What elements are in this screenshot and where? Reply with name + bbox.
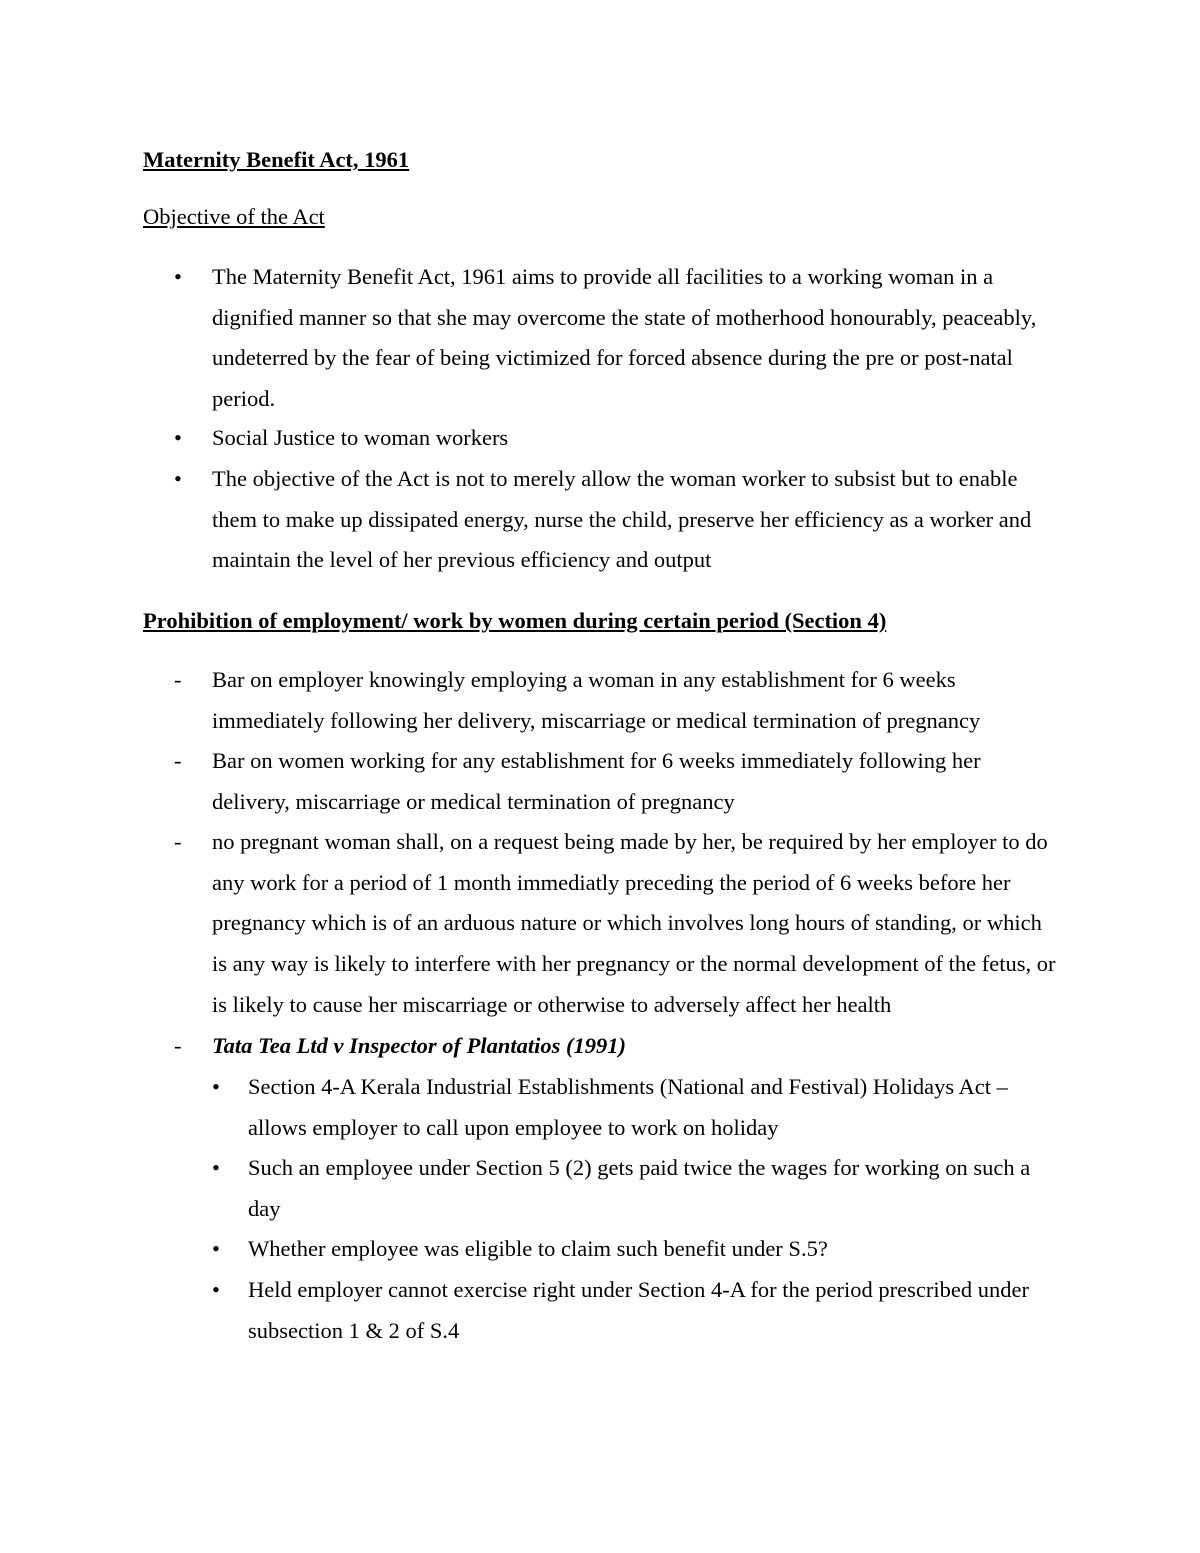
case-point <box>212 1148 1059 1229</box>
bullet-icon: • <box>212 1074 220 1099</box>
bullet-icon: • <box>212 1155 220 1180</box>
case-point-text: Held employer cannot exercise right under Section 4-A for the period prescribed under subsection 1 & 2 of S.4 <box>248 1277 1029 1343</box>
bullet-icon: • <box>212 1277 220 1302</box>
bullet-icon: • <box>174 466 182 491</box>
document-title: Maternity Benefit Act, 1961 <box>143 147 410 172</box>
bullet-icon: • <box>174 264 182 289</box>
case-point-text: Section 4-A Kerala Industrial Establishments (National and Festival) Holidays Act – allows employer to call upon employee to work on holiday <box>248 1074 1008 1140</box>
bullet-icon: • <box>174 425 182 450</box>
objective-item <box>174 257 1059 420</box>
case-point <box>212 1229 1059 1270</box>
prohibition-item <box>174 741 1059 822</box>
objective-heading: Objective of the Act <box>143 204 325 229</box>
dash-icon: - <box>174 829 182 854</box>
objective-item-text: The objective of the Act is not to merely allow the woman worker to subsist but to enable them to make up dissipated energy, nurse the child, preserve her efficiency as a worker and maintain the level of her previous efficiency and output <box>212 466 1032 573</box>
case-item <box>174 1026 1059 1067</box>
objective-item-text: Social Justice to woman workers <box>212 425 509 450</box>
prohibition-item <box>174 822 1059 1026</box>
objective-item-text: The Maternity Benefit Act, 1961 aims to provide all facilities to a working woman in a dignified manner so that she may overcome the state of motherhood honourably, peaceably, undeterred by the fear of being victimized for forced absence during the pre or post-natal period. <box>212 264 1037 412</box>
dash-icon: - <box>174 748 182 773</box>
prohibition-item-text: Bar on women working for any establishment for 6 weeks immediately following her delivery, miscarriage or medical termination of pregnancy <box>212 748 981 814</box>
case-point-text: Such an employee under Section 5 (2) gets paid twice the wages for working on such a day <box>248 1155 1031 1221</box>
dash-icon: - <box>174 667 182 692</box>
case-name: Tata Tea Ltd v Inspector of Plantatios (1991) <box>212 1033 626 1058</box>
prohibition-item-text: no pregnant woman shall, on a request being made by her, be required by her employer to do any work for a period of 1 month immediatly preceding the period of 6 weeks before her pregnancy which is of an arduous nature or which involves long hours of standing, or which is any way is likely to interfere with her pregnancy or the normal development of the fetus, or is likely to cause her miscarriage or otherwise to adversely affect her health <box>212 829 1056 1017</box>
objective-item <box>174 418 1059 459</box>
prohibition-item-text: Bar on employer knowingly employing a woman in any establishment for 6 weeks immediately following her delivery, miscarriage or medical termination of pregnancy <box>212 667 981 733</box>
objective-item <box>174 459 1059 581</box>
case-point-text: Whether employee was eligible to claim such benefit under S.5? <box>248 1236 828 1261</box>
bullet-icon: • <box>212 1236 220 1261</box>
case-point <box>212 1270 1059 1351</box>
prohibition-item <box>174 660 1059 741</box>
prohibition-heading: Prohibition of employment/ work by women during certain period (Section 4) <box>143 608 887 633</box>
dash-icon: - <box>174 1033 182 1058</box>
case-point <box>212 1067 1059 1148</box>
